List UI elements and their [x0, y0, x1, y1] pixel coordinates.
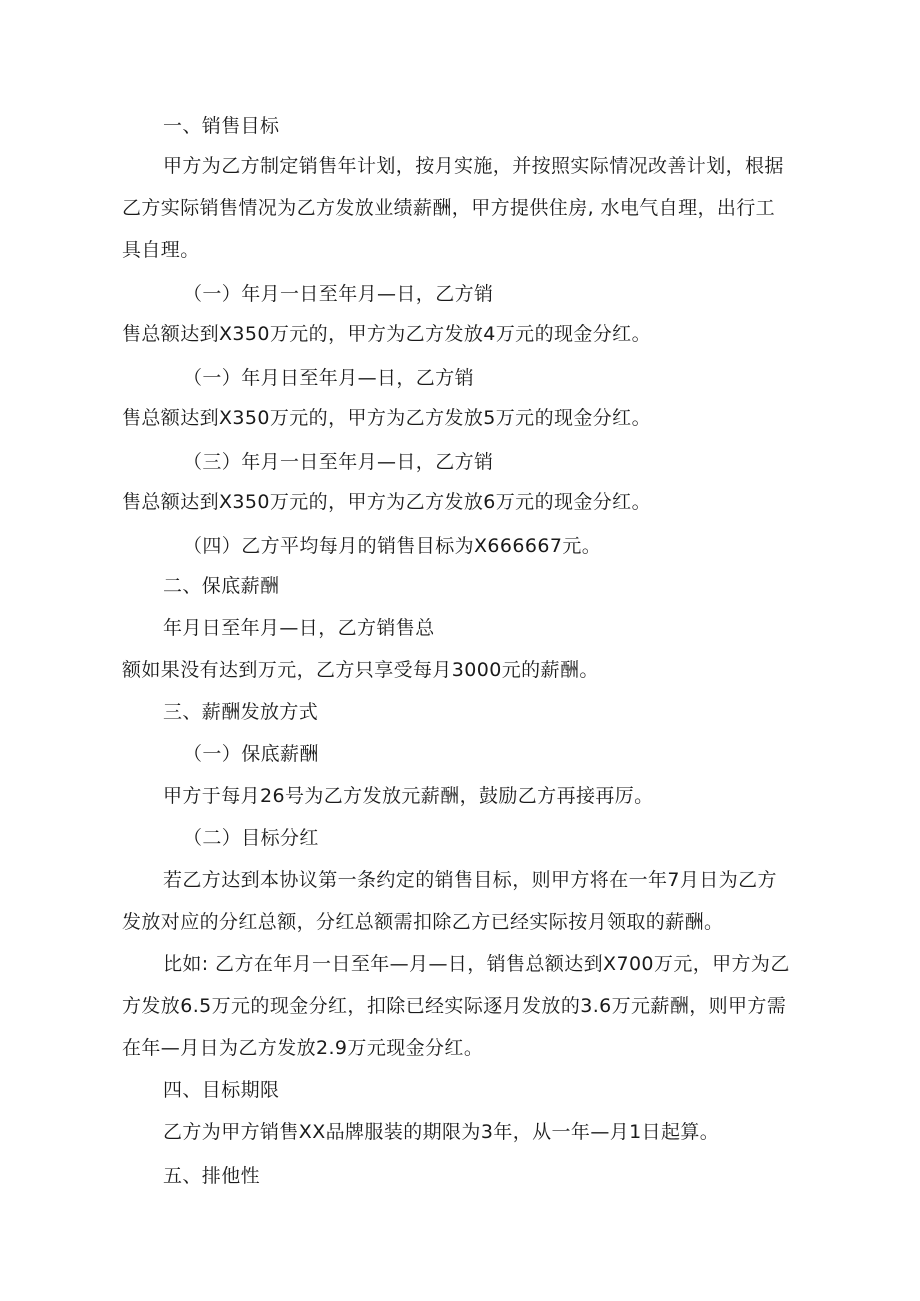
clause-item-1: （一）年月一日至年月—日，乙方销	[183, 283, 494, 305]
subsection-heading-base-salary: （一）保底薪酬	[183, 743, 319, 765]
section-heading-target-period: 四、目标期限	[163, 1079, 280, 1101]
paragraph-line: 售总额达到X350万元的，甲方为乙方发放4万元的现金分红。	[122, 323, 651, 345]
paragraph-line: 比如: 乙方在年月一日至年—月—日，销售总额达到X700万元，甲方为乙	[163, 953, 790, 975]
subsection-heading-target-bonus: （二）目标分红	[183, 827, 319, 849]
paragraph-line: 方发放6.5万元的现金分红，扣除已经实际逐月发放的3.6万元薪酬，则甲方需	[122, 995, 787, 1017]
paragraph-line: 售总额达到X350万元的，甲方为乙方发放6万元的现金分红。	[122, 491, 651, 513]
paragraph-line: 售总额达到X350万元的，甲方为乙方发放5万元的现金分红。	[122, 407, 651, 429]
clause-item-2: （一）年月日至年月—日，乙方销	[183, 367, 475, 389]
clause-item-3: （三）年月一日至年月—日，乙方销	[183, 451, 494, 473]
paragraph-line: 乙方为甲方销售XX品牌服装的期限为3年，从一年—月1日起算。	[163, 1121, 720, 1143]
paragraph-line: 具自理。	[122, 239, 200, 261]
section-heading-payment-method: 三、薪酬发放方式	[163, 701, 319, 723]
section-heading-exclusivity: 五、排他性	[163, 1165, 261, 1187]
paragraph-line: 甲方于每月26号为乙方发放元薪酬，鼓励乙方再接再厉。	[163, 785, 654, 807]
paragraph-line: 乙方实际销售情况为乙方发放业绩薪酬，甲方提供住房, 水电气自理，出行工	[122, 197, 776, 219]
paragraph-line: 年月日至年月—日，乙方销售总	[163, 617, 435, 639]
paragraph-line: 发放对应的分红总额，分红总额需扣除乙方已经实际按月领取的薪酬。	[122, 911, 724, 933]
section-heading-sales-target: 一、销售目标	[163, 115, 280, 137]
clause-item-4: （四）乙方平均每月的销售目标为X666667元。	[183, 535, 602, 557]
section-heading-base-salary: 二、保底薪酬	[163, 575, 280, 597]
paragraph-line: 在年—月日为乙方发放2.9万元现金分红。	[122, 1037, 484, 1059]
paragraph-line: 额如果没有达到万元，乙方只享受每月3000元的薪酬。	[122, 659, 599, 681]
paragraph-line: 甲方为乙方制定销售年计划，按月实施，并按照实际情况改善计划，根据	[163, 155, 784, 177]
paragraph-line: 若乙方达到本协议第一条约定的销售目标，则甲方将在一年7月日为乙方	[163, 869, 777, 891]
